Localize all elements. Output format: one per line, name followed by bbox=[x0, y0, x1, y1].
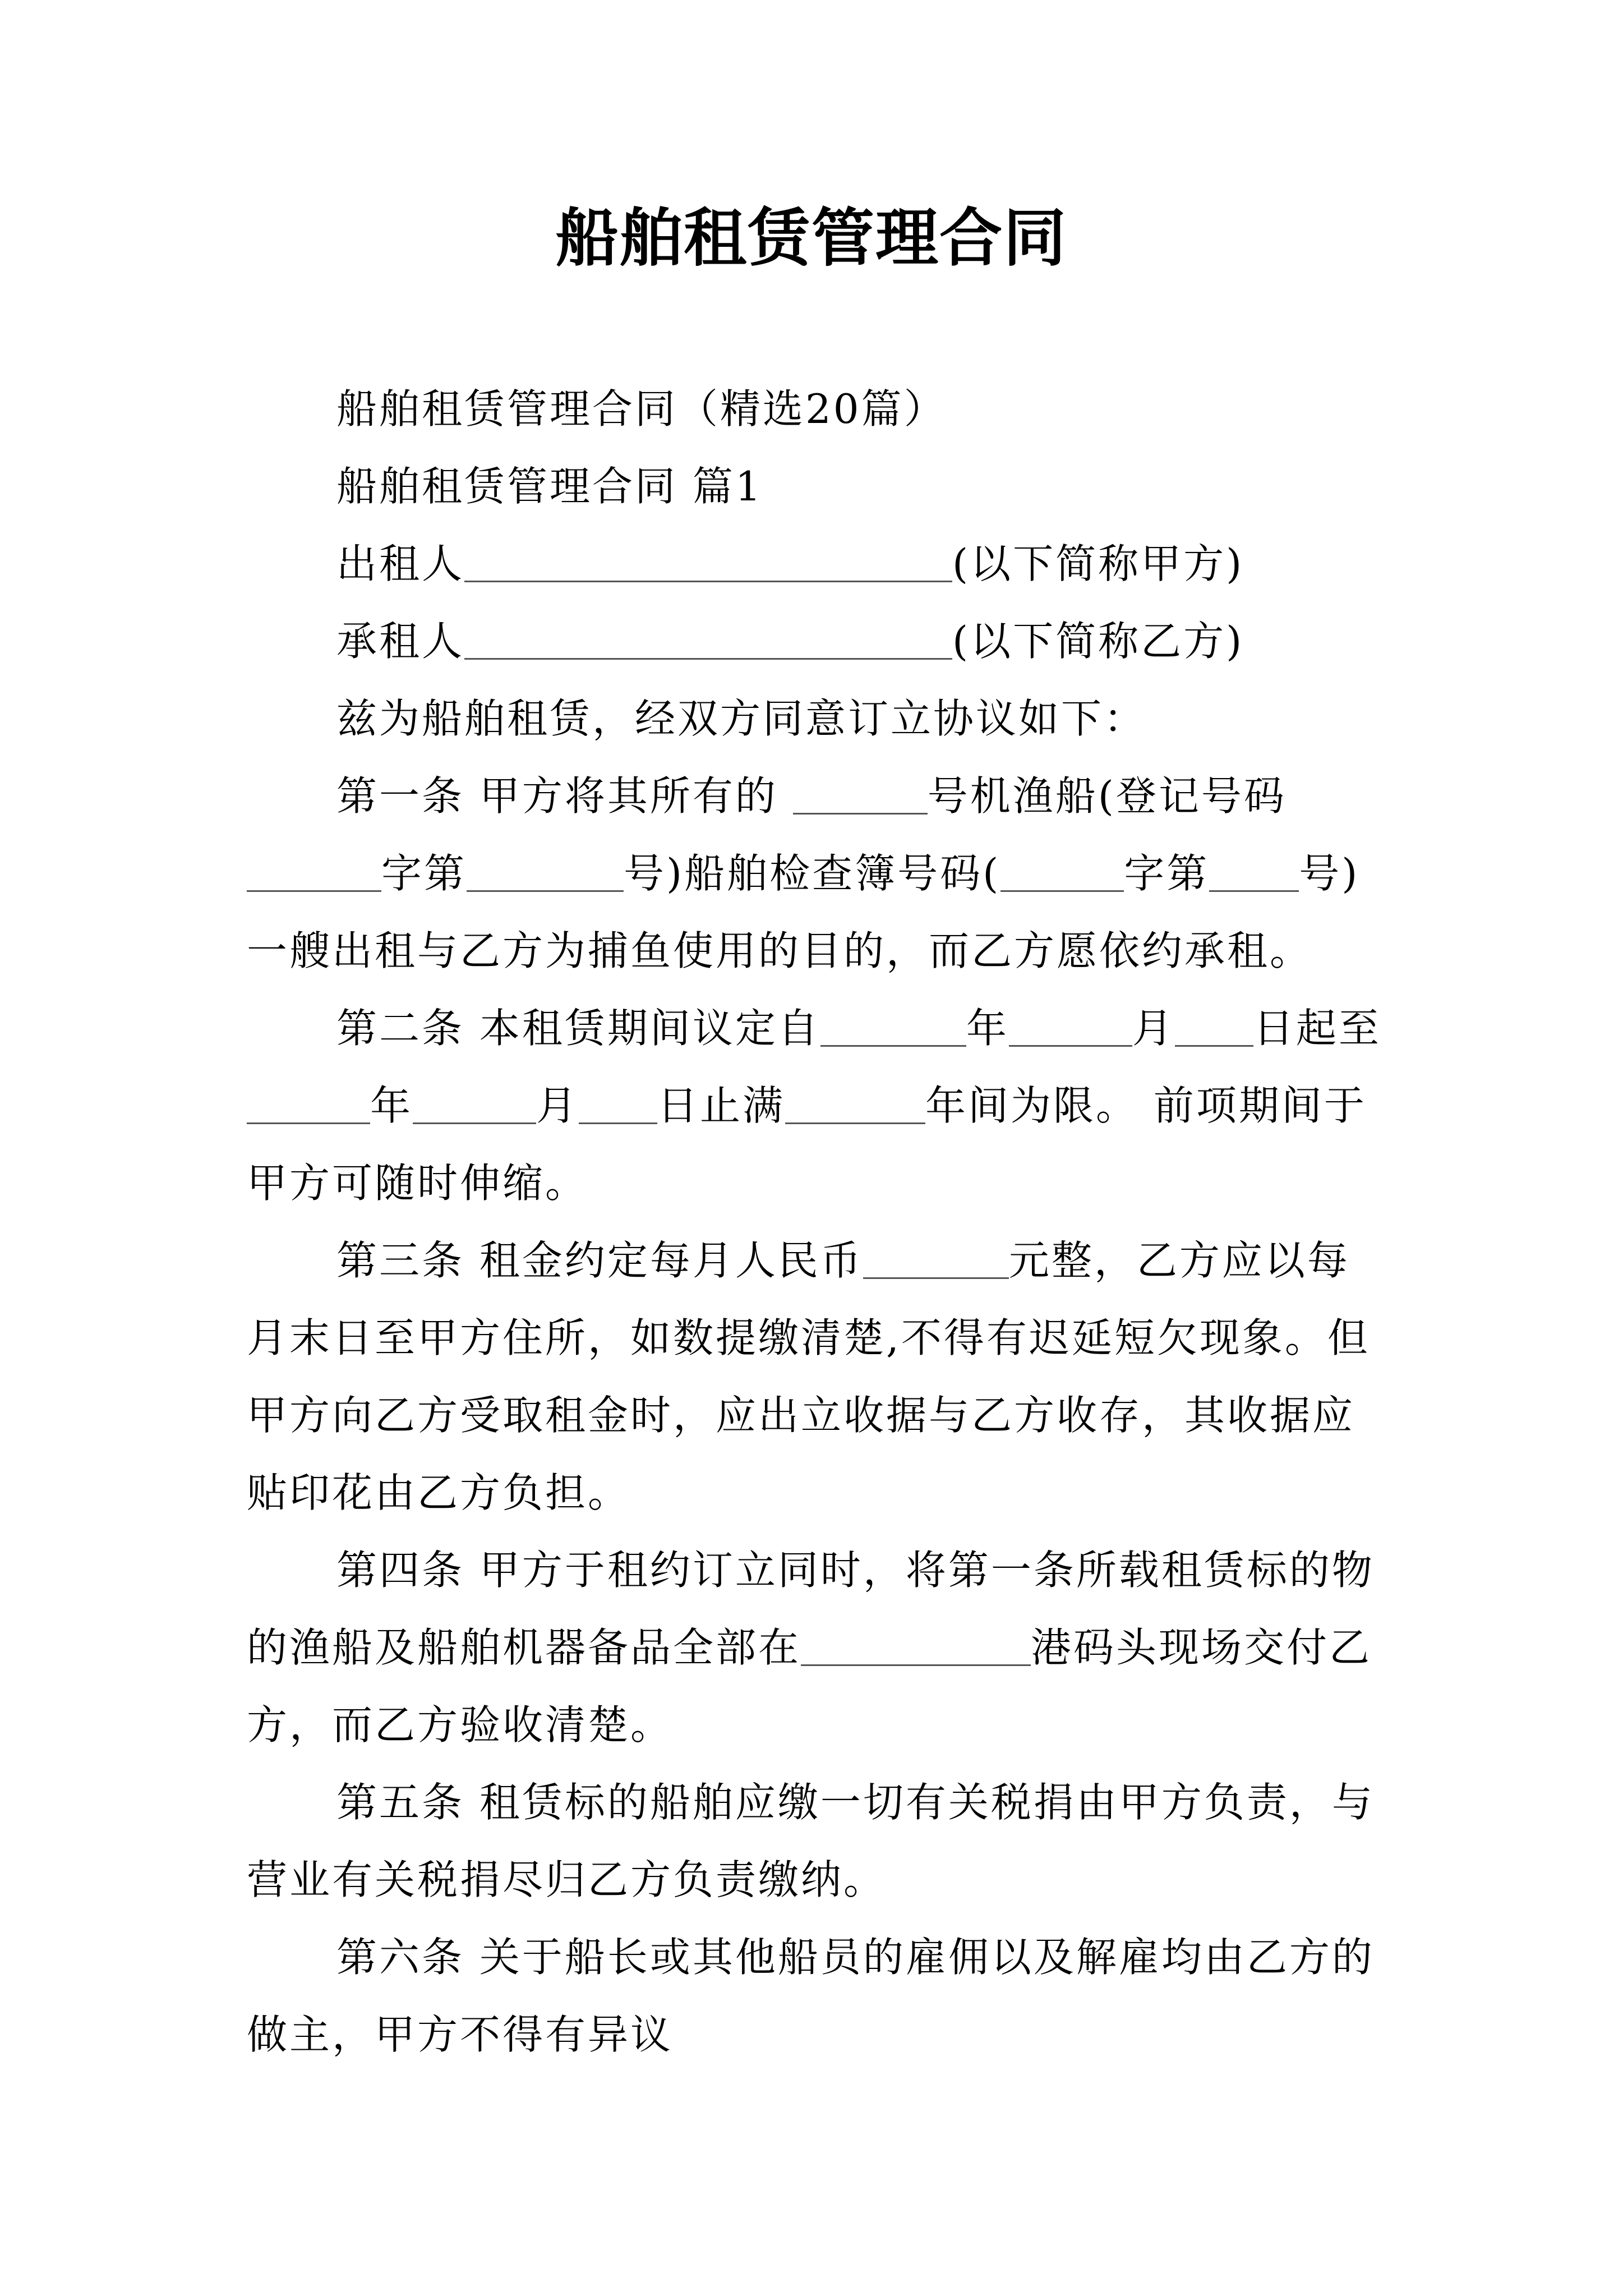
blank-line bbox=[801, 1624, 1031, 1666]
blank-line bbox=[1009, 1005, 1132, 1047]
blank-line bbox=[793, 772, 928, 815]
blank-line bbox=[464, 540, 952, 582]
blank-line bbox=[1000, 850, 1124, 892]
blank-line bbox=[1175, 1005, 1253, 1047]
blank-line bbox=[247, 1082, 370, 1124]
paragraph-section-heading: 船舶租赁管理合同 篇1 bbox=[336, 463, 763, 510]
paragraph-lessor: 出租人 (以下简称甲方) bbox=[336, 540, 1244, 587]
paragraph-lessee: 承租人 (以下简称乙方) bbox=[336, 618, 1244, 665]
article-4: 第四条 甲方于租约订立同时，将第一条所载租赁标的物的渔船及船舶机器备品全部在 港码头现场交付乙方，而乙方验收清楚。 bbox=[247, 1547, 1375, 1749]
article-5: 第五条 租赁标的船舶应缴一切有关税捐由甲方负责，与营业有关税捐尽归乙方负责缴纳。 bbox=[247, 1779, 1375, 1903]
blank-line bbox=[785, 1082, 925, 1124]
document-title: 船舶租赁管理合同 bbox=[556, 201, 1067, 275]
article-6: 第六条 关于船长或其他船员的雇佣以及解雇均由乙方的做主，甲方不得有异议 bbox=[247, 1934, 1375, 2058]
paragraph-preamble: 兹为船舶租赁，经双方同意订立协议如下： bbox=[336, 695, 1147, 742]
article-2: 第二条 本租赁期间议定自 年 月 日起至年 月 日止满 年间为限。 前项期间于甲方可随时伸缩。 bbox=[247, 1005, 1381, 1207]
article-1: 第一条 甲方将其所有的 号机渔船(登记号码字第 号)船舶检查簿号码( 字第 号)一艘出租与乙方为捕鱼使用的目的，而乙方愿依约承租。 bbox=[247, 772, 1360, 974]
paragraph-subtitle: 船舶租赁管理合同（精选20篇） bbox=[336, 385, 947, 432]
blank-line bbox=[413, 1082, 536, 1124]
blank-line bbox=[820, 1005, 966, 1047]
blank-line bbox=[247, 850, 381, 892]
document-body bbox=[247, 370, 1385, 2073]
article-3: 第三条 租金约定每月人民币 元整，乙方应以每月末日至甲方住所，如数提缴清楚,不得有迟延短欠现象。但甲方向乙方受取租金时，应出立收据与乙方收存，其收据应贴印花由乙方负担。 bbox=[247, 1237, 1370, 1516]
blank-line bbox=[579, 1082, 657, 1124]
blank-line bbox=[464, 618, 952, 660]
blank-line bbox=[467, 850, 624, 892]
blank-line bbox=[1209, 850, 1299, 892]
blank-line bbox=[863, 1237, 1009, 1279]
